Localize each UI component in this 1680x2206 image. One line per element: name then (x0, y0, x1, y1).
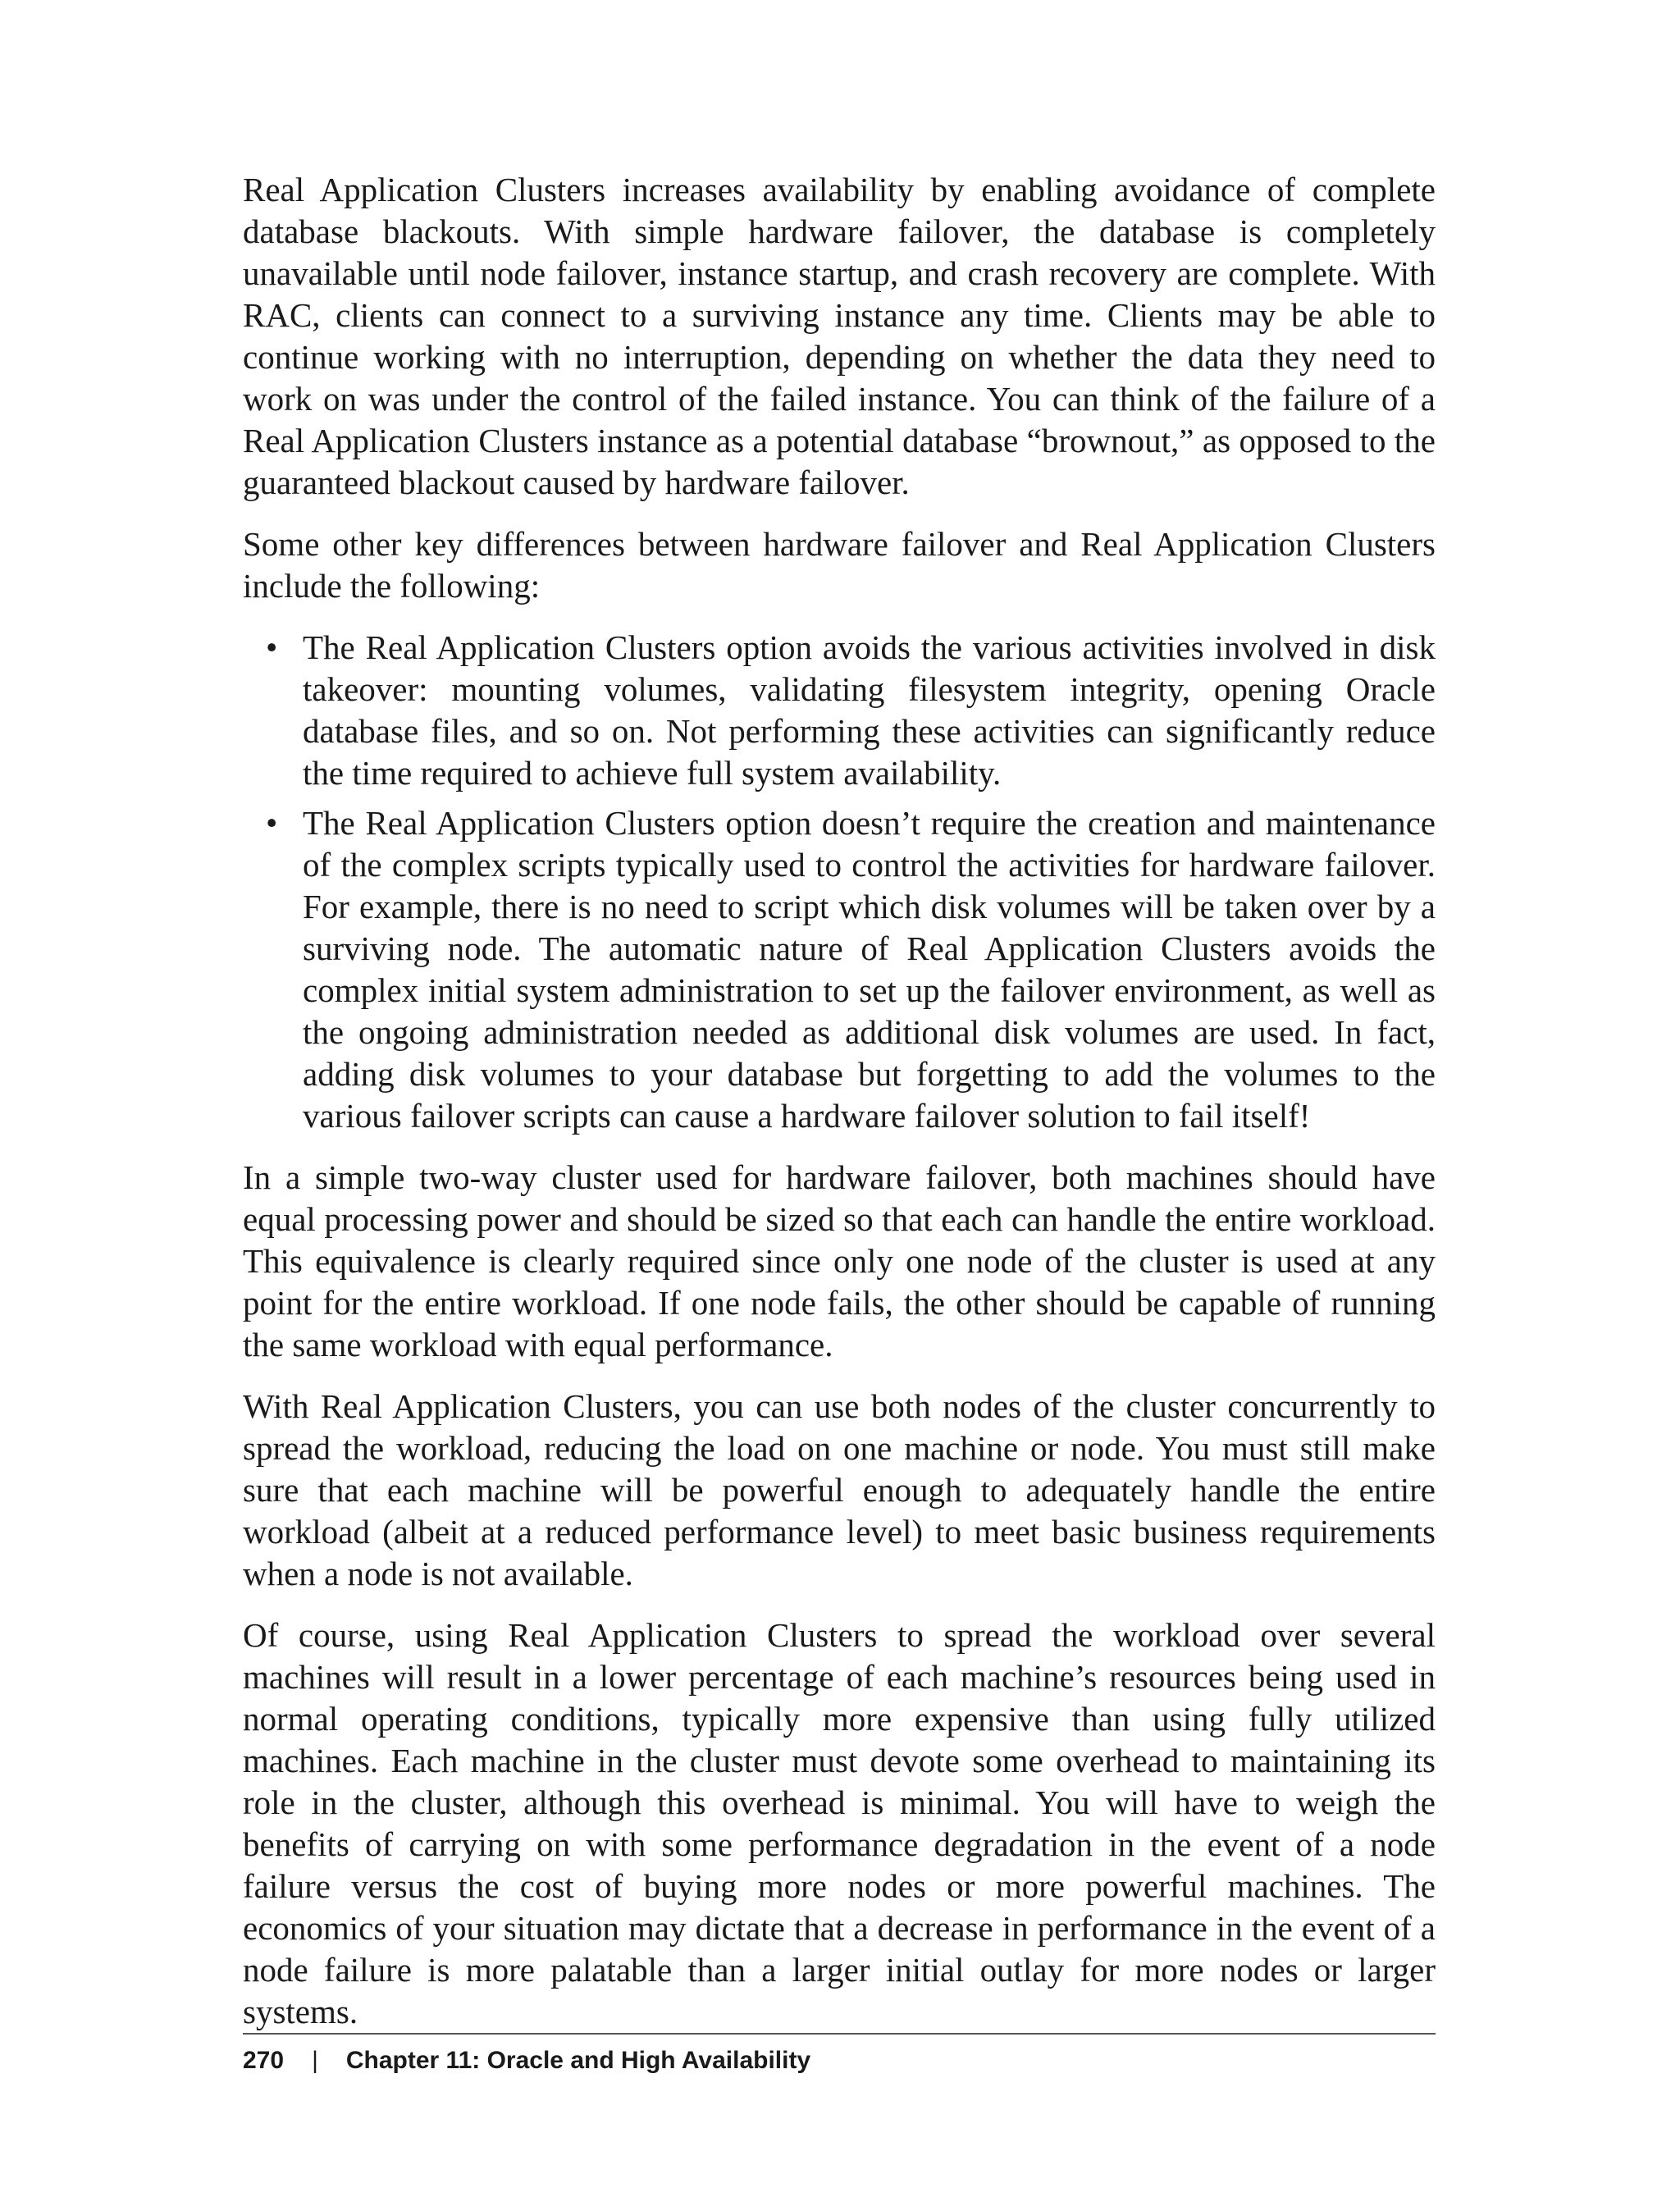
footer-divider (243, 2033, 1436, 2035)
paragraph-key-differences-intro: Some other key differences between hardware failover and Real Application Clusters include the following: (243, 525, 1436, 605)
bullet-item-failover-scripts (243, 802, 1436, 1137)
page-body (243, 169, 1436, 2053)
page-number: 270 (243, 2047, 285, 2074)
page-footer (243, 2044, 810, 2077)
bullet-icon: • (266, 804, 278, 842)
paragraph-two-way-cluster: In a simple two-way cluster used for hardware failover, both machines should have equal processing power and should be sized so that each can handle the entire workload. This equivalence is clearly required since only one node of the cluster is used at any point for the entire workload. If one node fails, the other should be capable of running the same workload with equal performance. (243, 1158, 1436, 1363)
differences-bullet-list (243, 627, 1436, 1137)
footer-separator: | (312, 2047, 318, 2074)
paragraph-rac-availability: Real Application Clusters increases availability by enabling avoidance of complete database blackouts. With simple hardware failover, the database is completely unavailable until node failover, instance startup, and crash recovery are complete. With RAC, clients can connect to a surviving instance any time. Clients may be able to continue working with no interruption, depending on whether the data they need to work on was under the control of the failed instance. You can think of the failure of a Real Application Clusters instance as a potential database “brownout,” as opposed to the guaranteed blackout caused by hardware failover. (243, 171, 1436, 501)
paragraph-concurrent-nodes: With Real Application Clusters, you can use both nodes of the cluster concurrently to spread the workload, reducing the load on one machine or node. You must still make sure that each machine will be powerful enough to adequately handle the entire workload (albeit at a reduced performance level) to meet basic business requirements when a node is not available. (243, 1387, 1436, 1592)
bullet-text: The Real Application Clusters option doesn’t require the creation and maintenance of the complex scripts typically used to control the activities for hardware failover. For example, there is no need to script which disk volumes will be taken over by a surviving node. The automatic nature of Real Application Clusters avoids the complex initial system administration to set up the failover environment, as well as the ongoing administration needed as additional disk volumes are used. In fact, adding disk volumes to your database but forgetting to add the volumes to the various failover scripts can cause a hardware failover solution to fail itself! (303, 804, 1436, 1135)
chapter-title: Chapter 11: Oracle and High Availability (345, 2047, 811, 2074)
bullet-icon: • (266, 628, 278, 666)
bullet-text: The Real Application Clusters option avoids the various activities involved in disk takeover: mounting volumes, validating filesystem integrity, opening Oracle database files, and so on. Not performing these activities can significantly reduce the time required to achieve full system availability. (303, 628, 1436, 792)
bullet-item-disk-takeover (243, 627, 1436, 794)
paragraph-cost-tradeoff: Of course, using Real Application Clusters to spread the workload over several machines will result in a lower percentage of each machine’s resources being used in normal operating conditions, typically more expensive than using fully utilized machines. Each machine in the cluster must devote some overhead to maintaining its role in the cluster, although this overhead is minimal. You will have to weigh the benefits of carrying on with some performance degradation in the event of a node failure versus the cost of buying more nodes or more powerful machines. The economics of your situation may dictate that a decrease in performance in the event of a node failure is more palatable than a larger initial outlay for more nodes or larger systems. (243, 1616, 1436, 2030)
